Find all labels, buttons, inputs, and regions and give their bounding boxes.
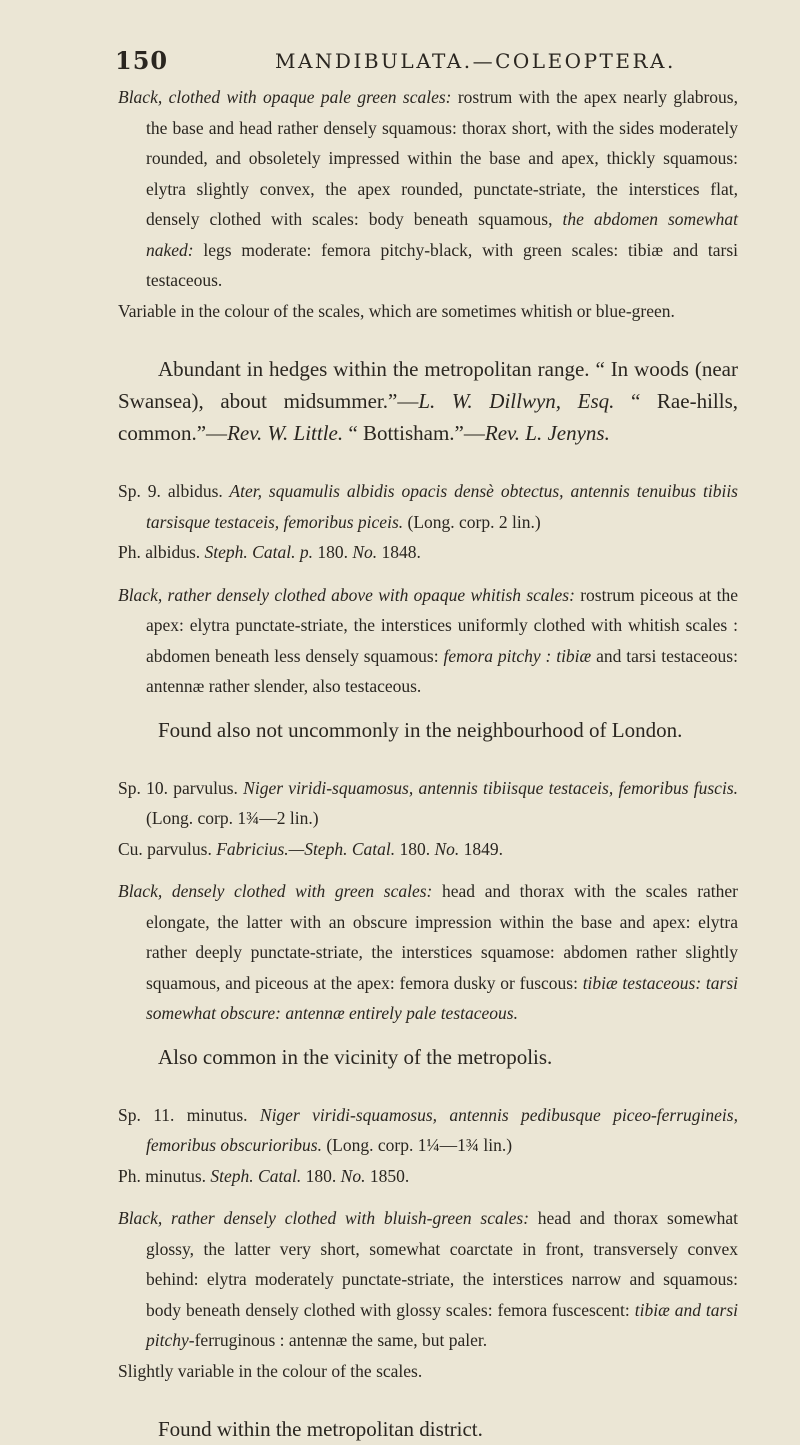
desc-italic-2: tibiæ and tarsi pitchy- xyxy=(146,1299,738,1350)
description-paragraph xyxy=(118,82,738,296)
synonym-authority: Steph. Catal. p. xyxy=(200,542,313,562)
body-length: (Long. corp. 2 lin.) xyxy=(403,511,541,532)
habitat-note: Also common in the vicinity of the metropolis. xyxy=(158,1044,553,1069)
desc-italic: clothed above with opaque whitish scales: xyxy=(274,584,575,605)
synonym-authority: Steph. Catal. xyxy=(206,1165,302,1186)
catalogue-page: 180. xyxy=(312,542,353,562)
latin-diagnosis: Niger viridi-squamosus, antennis pedibusque piceo-ferrugineis, femoribus obscurioribus. xyxy=(146,1104,738,1155)
description-italic: the abdomen somewhat naked: xyxy=(146,209,738,260)
catalogue-page: 180. xyxy=(301,1165,341,1186)
species-description xyxy=(118,1203,738,1356)
variation-note: Slightly variable in the colour of the scales. xyxy=(118,1360,423,1381)
desc-lead: Black, densely xyxy=(118,881,234,901)
desc-lead: Black, rather densely xyxy=(118,584,275,605)
desc-italic: clothed with green scales: xyxy=(233,881,433,901)
synonym-name: Cu. parvulus. xyxy=(118,838,212,859)
desc-text-end: and tarsi testaceous: antennæ rather slender, also testaceous. xyxy=(146,645,738,696)
synonym-line xyxy=(118,834,738,865)
page-header xyxy=(115,46,735,82)
species-description xyxy=(118,580,738,702)
synonym-line xyxy=(118,537,738,568)
body-length: (Long. corp. 1¼—1¾ lin.) xyxy=(321,1135,513,1155)
catalogue-no-label: No. xyxy=(434,838,460,859)
catalogue-page: 180. xyxy=(395,838,435,859)
species-name: Sp. 11. minutus. xyxy=(118,1104,248,1125)
species-heading-parvulus xyxy=(118,773,738,834)
habitat-paragraph xyxy=(118,353,738,449)
species-name: Sp. 9. albidus. xyxy=(118,481,223,501)
habitat-note: Found within the metropolitan district. xyxy=(158,1417,483,1441)
catalogue-number: 1849. xyxy=(459,838,504,859)
desc-lead: Black, rather densely xyxy=(118,1208,285,1228)
description-text: rostrum with the apex nearly glabrous, the base and head rather densely squamous: thorax short, with the sides moderately rounded, and obsoletely impressed within the base and apex, thickly squamous: elytra slightly convex, the apex rounded, punctate-striate, the interstices flat, densely clothed with scales: body beneath squamous, xyxy=(146,87,738,229)
desc-italic-2: femora pitchy : tibiæ xyxy=(443,645,592,666)
species-description xyxy=(118,876,738,1029)
running-title: MANDIBULATA.—COLEOPTERA. xyxy=(275,49,676,73)
variation-note: Variable in the colour of the scales, which are sometimes whitish or blue-green. xyxy=(118,300,675,321)
desc-text-end: ferruginous : antennæ the same, but paler. xyxy=(194,1330,488,1350)
habitat-note: Found also not uncommonly in the neighbourhood of London. xyxy=(158,717,683,742)
catalogue-no-label: No. xyxy=(340,1165,366,1186)
habitat-text: Abundant in hedges within the metropolitan range. “ In woods (near Swansea), about midsummer.”— xyxy=(118,357,738,413)
synonym-name: Ph. minutus. xyxy=(118,1165,207,1186)
citation-jenyns: Rev. L. Jenyns. xyxy=(484,421,610,445)
synonym-name: Ph. albidus. xyxy=(118,542,201,562)
page-number: 150 xyxy=(115,46,169,75)
synonym-line xyxy=(118,1161,738,1192)
body-text xyxy=(118,82,738,1445)
desc-text: rostrum piceous at the apex: elytra punctate-striate, the interstices uniformly clothed with whitish scales : abdomen beneath less densely squamous: xyxy=(146,584,739,666)
desc-text: head and thorax with the scales rather elongate, the latter with an obscure impression within the base and apex: elytra rather deeply punctate-striate, the interstices squamose: abdomen rather slightly squamous, and piceous at the apex: femora dusky or fuscous: xyxy=(146,881,738,993)
citation-little: Rev. W. Little. xyxy=(227,421,344,445)
desc-text: head and thorax somewhat glossy, the latter very short, somewhat coarctate in front, transversely convex behind: elytra moderately punctate-striate, the interstices narrow and squamous: body beneath densely clothed with glossy scales: femora fuscescent: xyxy=(146,1208,739,1320)
catalogue-number: 1848. xyxy=(377,542,421,562)
habitat-text-2: “ Rae-hills, common.”— xyxy=(118,389,738,445)
synonym-authority: Fabricius.—Steph. Catal. xyxy=(211,838,396,859)
latin-diagnosis: Ater, squamulis albidis opacis densè obtectus, antennis tenuibus tibiis tarsisque testaceis, femoribus piceis. xyxy=(146,481,738,532)
desc-italic: clothed with bluish-green scales: xyxy=(284,1208,530,1228)
citation-dillwyn: L. W. Dillwyn, Esq. xyxy=(418,389,615,413)
latin-diagnosis: Niger viridi-squamosus, antennis tibiisque testaceis, femoribus fuscis. xyxy=(237,777,738,798)
habitat-text-3: “ Bottisham.”— xyxy=(343,421,485,445)
species-heading-minutus xyxy=(118,1100,738,1161)
species-heading-albidus xyxy=(118,476,738,537)
description-text-end: legs moderate: femora pitchy-black, with green scales: tibiæ and tarsi testaceous. xyxy=(146,239,738,290)
species-name: Sp. 10. parvulus. xyxy=(118,777,238,798)
desc-italic-2: tibiæ testaceous: tarsi somewhat obscure: antennæ entirely pale testaceous. xyxy=(146,972,738,1023)
body-length: (Long. corp. 1¾—2 lin.) xyxy=(146,808,319,828)
description-lead: Black, clothed with opaque pale green scales: xyxy=(118,87,452,107)
catalogue-number: 1850. xyxy=(365,1165,410,1186)
catalogue-no-label: No. xyxy=(352,542,378,562)
